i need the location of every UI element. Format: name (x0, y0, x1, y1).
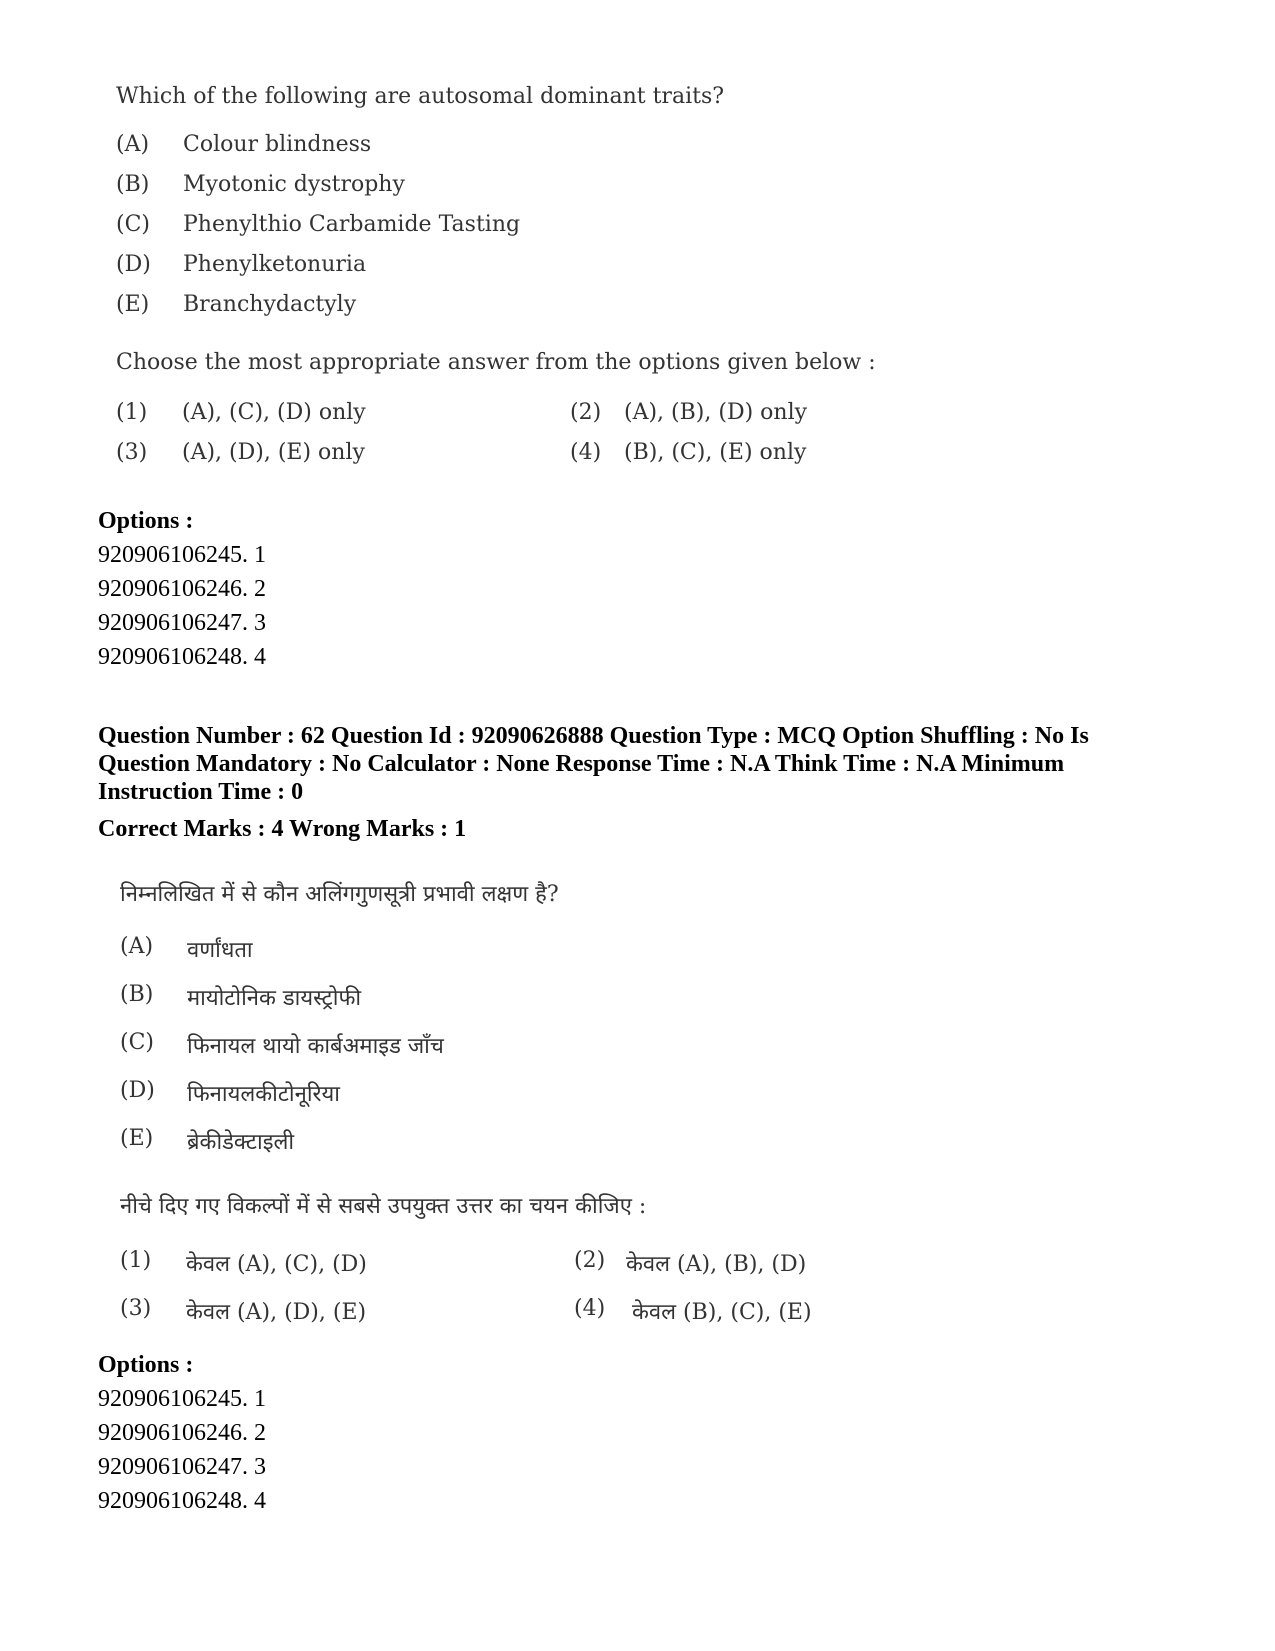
answer-text: (A), (D), (E) only (182, 440, 365, 465)
answer-number: (3) (120, 1296, 152, 1321)
statement-text: Phenylketonuria (183, 252, 367, 277)
statement-letter: (C) (116, 212, 150, 237)
question-metadata: Question Number : 62 Question Id : 92090626888 Question Type : MCQ Option Shuffling : No Is Question Mandatory : No Calculator : None Response Time : N.A Think Time : N.A Minimum Instruction Time : 0 (98, 723, 1089, 805)
statement-text: फिनायल थायो कार्बअमाइड जाँच (187, 1034, 444, 1059)
statement-letter: (C) (120, 1030, 154, 1055)
options-heading: Options : (98, 1352, 194, 1378)
question-stem: Which of the following are autosomal dominant traits? (116, 84, 725, 109)
answer-text: केवल (A), (D), (E) (186, 1300, 367, 1325)
answer-number: (4) (574, 1296, 606, 1321)
choose-instruction: नीचे दिए गए विकल्पों में से सबसे उपयुक्त उत्तर का चयन कीजिए : (120, 1194, 647, 1219)
statement-text: ब्रेकीडेक्टाइली (187, 1130, 295, 1155)
option-item: 920906106248. 4 (98, 1488, 266, 1514)
question-image-hindi (120, 876, 920, 1336)
option-item: 920906106248. 4 (98, 644, 266, 670)
statement-letter: (E) (120, 1126, 154, 1151)
statement-letter: (A) (116, 132, 150, 157)
answer-number: (2) (570, 400, 602, 425)
options-block-2 (98, 1352, 498, 1522)
question-stem: निम्नलिखित में से कौन अलिंगगुणसूत्री प्रभावी लक्षण है? (120, 882, 559, 907)
answer-text: केवल (A), (B), (D) (626, 1252, 807, 1277)
choose-instruction: Choose the most appropriate answer from the options given below : (116, 350, 876, 375)
statement-letter: (B) (120, 982, 154, 1007)
statement-letter: (B) (116, 172, 150, 197)
answer-number: (2) (574, 1248, 606, 1273)
option-item: 920906106245. 1 (98, 542, 266, 568)
options-block-1 (98, 508, 498, 678)
statement-text: Myotonic dystrophy (183, 172, 405, 197)
statement-letter: (D) (116, 252, 151, 277)
question-image-english (116, 82, 916, 482)
statement-text: फिनायलकीटोनूरिया (187, 1082, 340, 1107)
answer-text: केवल (A), (C), (D) (186, 1252, 367, 1277)
question-marks: Correct Marks : 4 Wrong Marks : 1 (98, 816, 467, 842)
option-item: 920906106245. 1 (98, 1386, 266, 1412)
answer-text: (A), (B), (D) only (624, 400, 808, 425)
answer-number: (4) (570, 440, 602, 465)
answer-number: (3) (116, 440, 148, 465)
statement-text: वर्णांधता (187, 938, 253, 963)
statement-letter: (D) (120, 1078, 155, 1103)
statement-letter: (A) (120, 934, 154, 959)
statement-text: मायोटोनिक डायस्ट्रोफी (187, 986, 362, 1011)
statement-text: Branchydactyly (183, 292, 357, 317)
answer-number: (1) (116, 400, 148, 425)
option-item: 920906106246. 2 (98, 576, 266, 602)
answer-text: (B), (C), (E) only (624, 440, 807, 465)
answer-text: केवल (B), (C), (E) (632, 1300, 812, 1325)
answer-text: (A), (C), (D) only (182, 400, 366, 425)
options-heading: Options : (98, 508, 194, 534)
answer-number: (1) (120, 1248, 152, 1273)
option-item: 920906106247. 3 (98, 610, 266, 636)
statement-text: Phenylthio Carbamide Tasting (183, 212, 521, 237)
option-item: 920906106247. 3 (98, 1454, 266, 1480)
statement-text: Colour blindness (183, 132, 372, 157)
option-item: 920906106246. 2 (98, 1420, 266, 1446)
statement-letter: (E) (116, 292, 150, 317)
